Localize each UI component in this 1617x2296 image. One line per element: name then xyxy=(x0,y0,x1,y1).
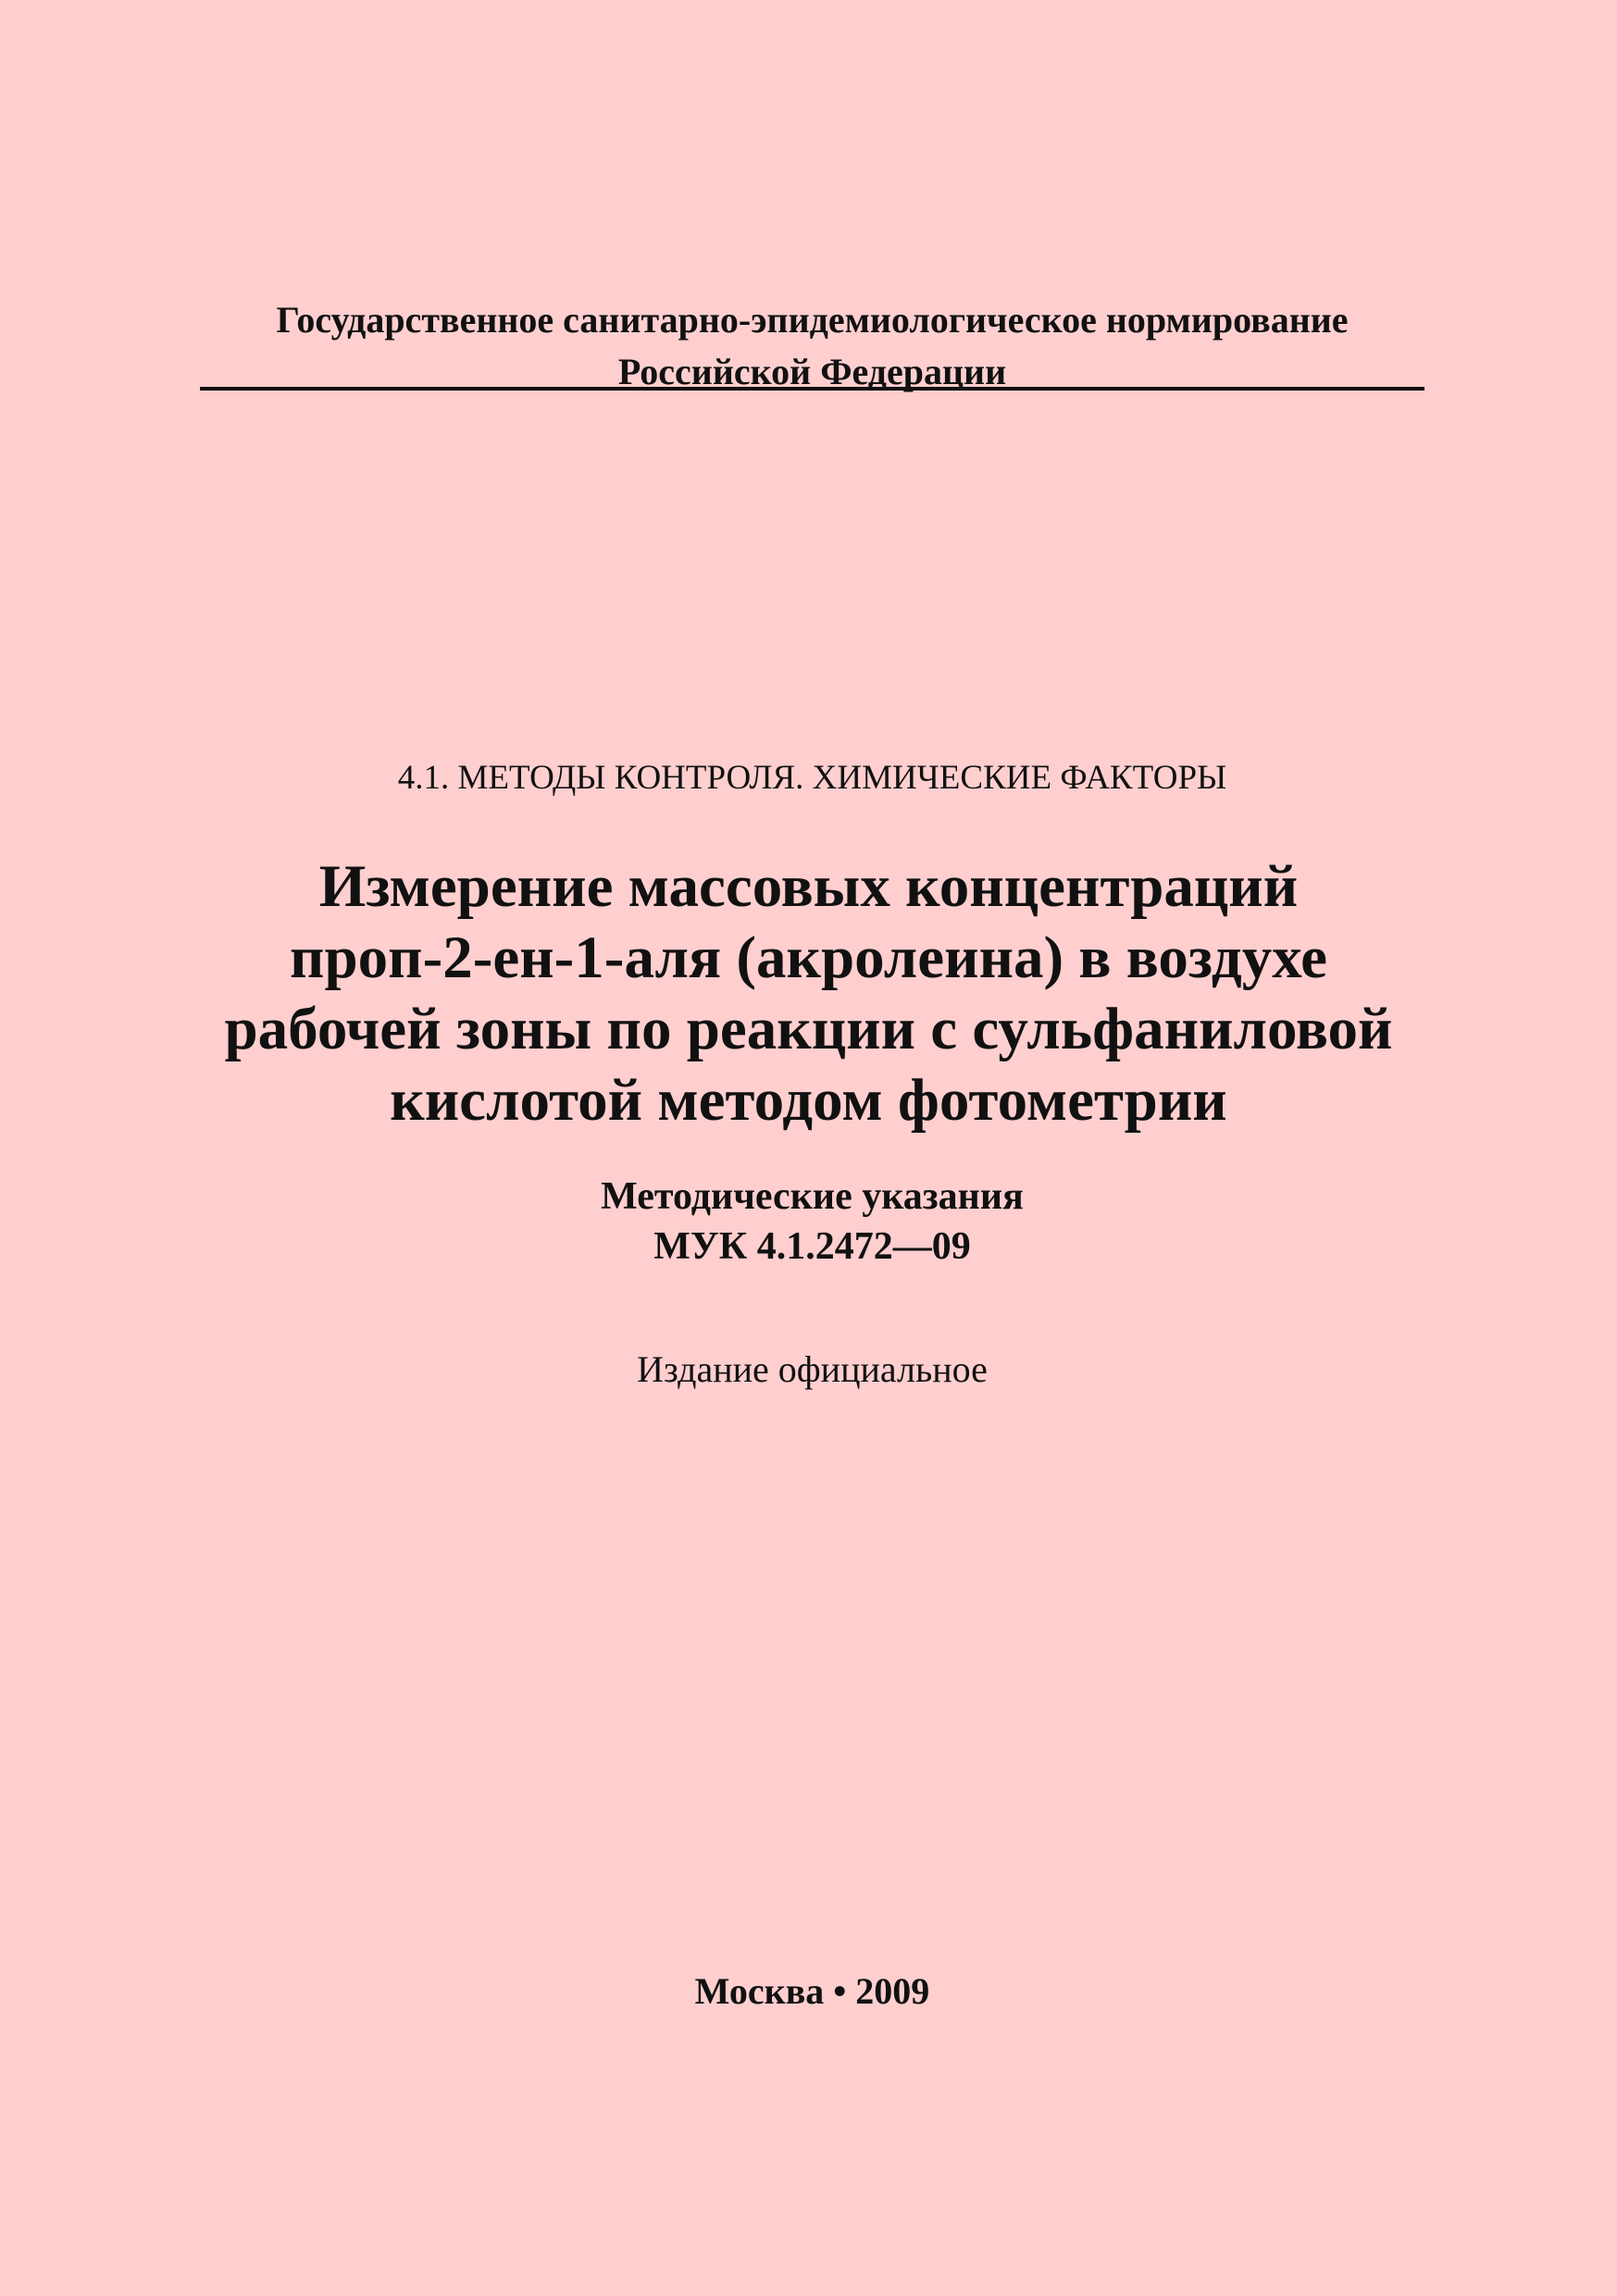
document-code: МУК 4.1.2472—09 xyxy=(653,1225,971,1268)
title-line-1: Измерение массовых концентраций xyxy=(318,853,1299,920)
document-title xyxy=(157,851,1460,1136)
title-line-3: рабочей зоны по реакции с сульфаниловой xyxy=(224,996,1393,1062)
header-line-2: Российской Федерации xyxy=(617,351,1007,392)
title-line-4: кислотой методом фотометрии xyxy=(390,1067,1227,1134)
issuing-authority-header xyxy=(200,294,1424,398)
document-type-label: Методические указания xyxy=(601,1175,1024,1218)
edition-note: Издание официальное xyxy=(637,1348,988,1390)
imprint: Москва • 2009 xyxy=(694,1970,930,2012)
series-heading: 4.1. МЕТОДЫ КОНТРОЛЯ. ХИМИЧЕСКИЕ ФАКТОРЫ xyxy=(397,759,1227,797)
document-type xyxy=(200,1172,1424,1272)
header-line-1: Государственное санитарно-эпидемиологическое нормирование xyxy=(276,299,1349,341)
title-line-2: проп-2-ен-1-аля (акролеина) в воздухе xyxy=(290,925,1327,991)
header-divider xyxy=(200,387,1424,391)
